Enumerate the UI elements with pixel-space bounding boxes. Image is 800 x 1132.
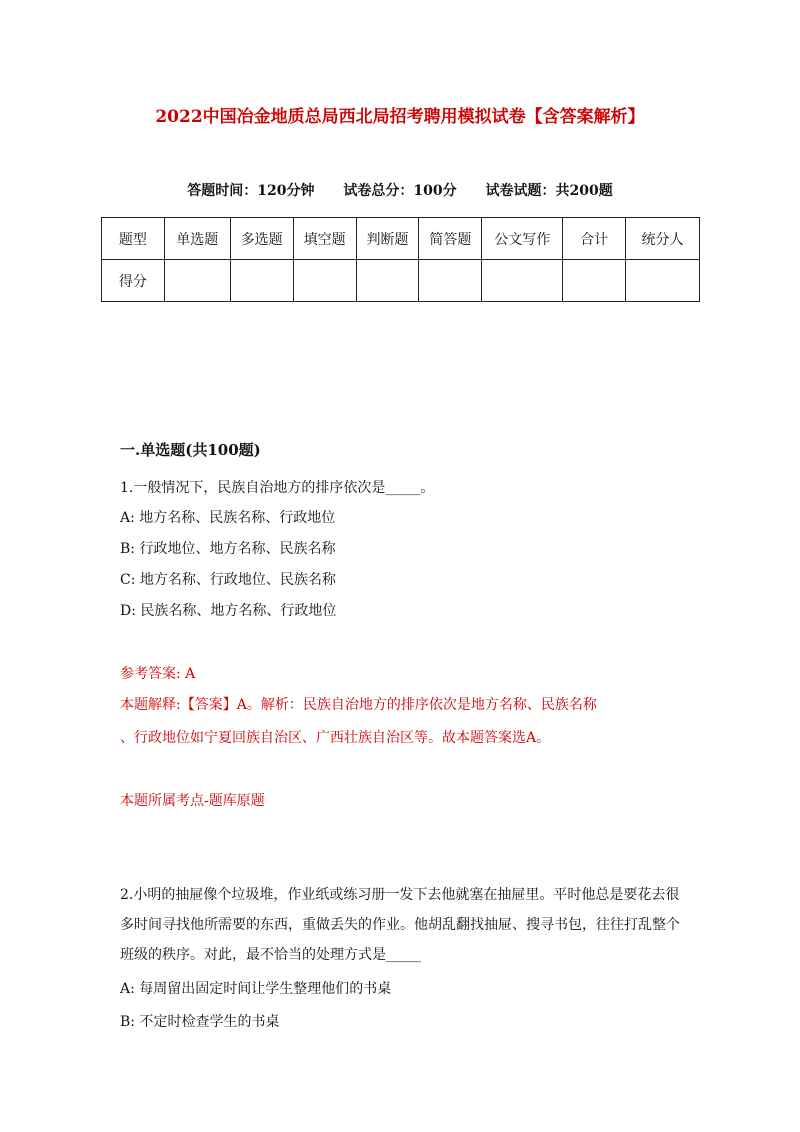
- exam-time: 答题时间：120分钟: [187, 183, 315, 199]
- score-entry-cell: [293, 260, 356, 302]
- table-cell: 统分人: [626, 218, 700, 260]
- question-1-answer: 参考答案: A: [120, 666, 196, 682]
- exam-meta: [0, 180, 800, 202]
- score-entry-cell: [482, 260, 563, 302]
- question-1-option-c: C: 地方名称、行政地位、民族名称: [120, 572, 336, 588]
- table-cell: 得分: [102, 260, 165, 302]
- table-cell: 合计: [563, 218, 626, 260]
- table-cell: 公文写作: [482, 218, 563, 260]
- document-title: 2022中国冶金地质总局西北局招考聘用模拟试卷【含答案解析】: [155, 107, 645, 127]
- section-title: 一.单选题(共100题): [120, 441, 261, 459]
- question-1-explanation-line-1: 本题解释:【答案】A。解析：民族自治地方的排序依次是地方名称、民族名称: [120, 697, 597, 713]
- score-entry-cell: [626, 260, 700, 302]
- table-cell: 判断题: [356, 218, 419, 260]
- table-cell: 填空题: [293, 218, 356, 260]
- score-table: [101, 217, 700, 302]
- question-1-explanation-line-2: 、行政地位如宁夏回族自治区、广西壮族自治区等。故本题答案选A。: [120, 730, 551, 746]
- question-1-stem: 1.一般情况下，民族自治地方的排序依次是_____。: [120, 480, 435, 496]
- table-cell: 题型: [102, 218, 165, 260]
- score-entry-cell: [356, 260, 419, 302]
- question-2-stem: 2.小明的抽屉像个垃圾堆，作业纸或练习册一发下去他就塞在抽屉里。平时他总是要花去很多时间寻找他所需要的东西，重做丢失的作业。他胡乱翻找抽屉、搜寻书包，往往打乱整个班级的秩序。对此，最不恰当的处理方式是_____: [120, 887, 680, 963]
- score-entry-cell: [164, 260, 230, 302]
- score-table-score-row: [102, 260, 700, 302]
- score-entry-cell: [563, 260, 626, 302]
- table-cell: 单选题: [164, 218, 230, 260]
- question-1-option-a: A: 地方名称、民族名称、行政地位: [120, 510, 336, 526]
- question-2-option-b: B: 不定时检查学生的书桌: [120, 1014, 280, 1030]
- table-cell: 多选题: [230, 218, 293, 260]
- exam-question-count: 试卷试题：共200题: [485, 183, 613, 199]
- question-1-option-d: D: 民族名称、地方名称、行政地位: [120, 603, 337, 619]
- question-2-option-a: A: 每周留出固定时间让学生整理他们的书桌: [120, 981, 392, 997]
- score-entry-cell: [230, 260, 293, 302]
- question-1-source: 本题所属考点-题库原题: [120, 793, 265, 809]
- exam-total-score: 试卷总分：100分: [343, 183, 457, 199]
- score-entry-cell: [419, 260, 482, 302]
- question-1-option-b: B: 行政地位、地方名称、民族名称: [120, 541, 336, 557]
- table-cell: 简答题: [419, 218, 482, 260]
- score-table-header-row: [102, 218, 700, 260]
